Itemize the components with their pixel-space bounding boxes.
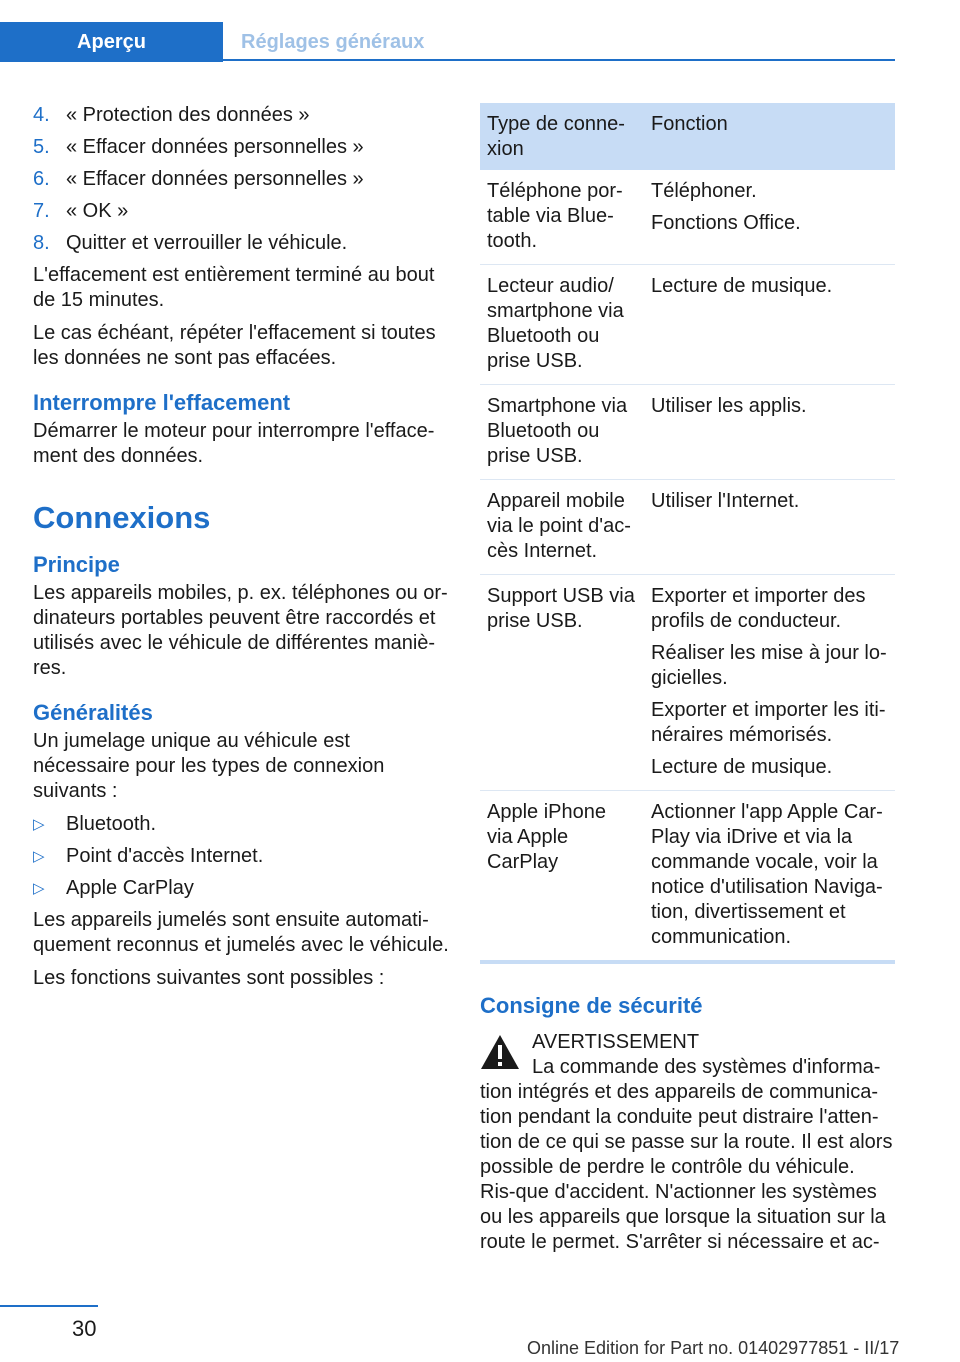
- edition-note: Online Edition for Part no. 01402977851 - II/17: [527, 1338, 900, 1358]
- function-text: Actionner l'app Apple Car‐Play via iDrive et via la commande vocale, voir la notice d'utilisation Naviga‐tion, divertissement et communication.: [651, 801, 883, 948]
- step-item: [33, 199, 451, 224]
- function-text: Lecture de musique.: [651, 756, 833, 778]
- warning-block: [480, 1030, 895, 1255]
- tab-apercu[interactable]: Aperçu: [0, 22, 223, 62]
- function-text: Lecture de musique.: [651, 275, 833, 297]
- cell-function: [644, 575, 895, 791]
- function-text: Exporter et importer des profils de conducteur.: [651, 585, 866, 632]
- function-text: Utiliser l'Internet.: [651, 490, 800, 512]
- function-text: Réaliser les mise à jour lo‐gicielles.: [651, 642, 887, 689]
- paragraph-interrompre: Démarrer le moteur pour interrompre l'efface‐ment des données.: [33, 420, 435, 467]
- page-number: 30: [72, 1316, 97, 1341]
- table-row: [480, 480, 895, 575]
- warning-label: AVERTISSEMENT: [532, 1031, 700, 1053]
- step-number: 8.: [33, 232, 50, 254]
- paragraph-principe: Les appareils mobiles, p. ex. téléphones ou or‐dinateurs portables peuvent être raccordés et utilisés avec le véhicule de différentes maniè‐res.: [33, 582, 448, 679]
- list-item: [33, 876, 451, 901]
- triangle-bullet-icon: ▷: [33, 848, 45, 865]
- paragraph-jumelage: Les appareils jumelés sont ensuite automati‐quement reconnus et jumelés avec le véhicule.: [33, 909, 449, 956]
- table-row: [480, 791, 895, 961]
- paragraph-generalites: Un jumelage unique au véhicule est nécessaire pour les types de connexion suivants :: [33, 730, 385, 802]
- table-header-function: Fonction: [644, 103, 895, 170]
- table-header-type: Type de conne‐xion: [480, 103, 644, 170]
- step-number: 7.: [33, 200, 50, 222]
- header-rule: [223, 59, 895, 61]
- list-item: [33, 812, 451, 837]
- step-text: « Effacer données personnelles »: [66, 136, 364, 158]
- list-item-text: Point d'accès Internet.: [66, 845, 264, 867]
- list-item-text: Bluetooth.: [66, 813, 157, 835]
- table-row: [480, 170, 895, 265]
- step-number: 4.: [33, 104, 50, 126]
- function-text: Exporter et importer les iti‐néraires mémorisés.: [651, 699, 886, 746]
- warning-text: tion intégrés et des appareils de communica‐tion pendant la conduite peut distraire l'atten‐tion de ce qui se passe sur la route. Il est alors possible de perdre le contrôle du véhicule. Ris‐que d'accident. N'actionner les systèmes ou les appareils que lorsque la situation sur la route le permet. S'arrêter si nécessaire et ac‐: [480, 1081, 893, 1253]
- cell-type: Support USB via prise USB.: [480, 575, 644, 791]
- paragraph-fonctions: Les fonctions suivantes sont possibles :: [33, 967, 385, 989]
- cell-function: [644, 265, 895, 385]
- footer-rule: [0, 1305, 98, 1307]
- cell-type: Lecteur audio/ smartphone via Bluetooth ou prise USB.: [480, 265, 644, 385]
- cell-function: [644, 791, 895, 961]
- step-item: [33, 167, 451, 192]
- cell-type: Appareil mobile via le point d'ac‐cès Internet.: [480, 480, 644, 575]
- function-text: Utiliser les applis.: [651, 395, 807, 417]
- cell-type: Téléphone por‐table via Blue‐tooth.: [480, 170, 644, 265]
- paragraph-effacement-duree: L'effacement est entièrement terminé au bout de 15 minutes.: [33, 264, 435, 311]
- list-item-text: Apple CarPlay: [66, 877, 194, 899]
- step-text: « Protection des données »: [66, 104, 310, 126]
- warning-first-line: La commande des systèmes d'informa‐: [532, 1056, 881, 1078]
- step-text: « Effacer données personnelles »: [66, 168, 364, 190]
- left-column: [33, 103, 451, 999]
- list-item: [33, 844, 451, 869]
- table-row: [480, 265, 895, 385]
- step-item: [33, 135, 451, 160]
- heading-connexions: Connexions: [33, 500, 211, 535]
- table-header-row: [480, 103, 895, 170]
- function-text: Fonctions Office.: [651, 212, 801, 234]
- step-text: Quitter et verrouiller le véhicule.: [66, 232, 348, 254]
- step-text: « OK »: [66, 200, 129, 222]
- cell-function: [644, 170, 895, 265]
- triangle-bullet-icon: ▷: [33, 816, 45, 833]
- heading-generalites: Généralités: [33, 700, 153, 725]
- cell-function: [644, 480, 895, 575]
- triangle-bullet-icon: ▷: [33, 880, 45, 897]
- table-row: [480, 385, 895, 480]
- step-item: [33, 231, 451, 256]
- tab-reglages-generaux[interactable]: Réglages généraux: [241, 30, 425, 53]
- bullet-list: [33, 812, 451, 901]
- heading-consigne-securite: Consigne de sécurité: [480, 993, 703, 1018]
- step-item: [33, 103, 451, 128]
- function-text: Téléphoner.: [651, 180, 757, 202]
- step-number: 6.: [33, 168, 50, 190]
- table-row: [480, 575, 895, 791]
- step-number: 5.: [33, 136, 50, 158]
- heading-principe: Principe: [33, 552, 120, 577]
- heading-interrompre: Interrompre l'effacement: [33, 390, 291, 415]
- connection-table: [480, 103, 895, 960]
- right-column: [480, 103, 895, 1255]
- warning-triangle-icon: [480, 1034, 520, 1070]
- paragraph-repeter: Le cas échéant, répéter l'effacement si toutes les données ne sont pas effacées.: [33, 322, 436, 369]
- cell-function: [644, 385, 895, 480]
- table-bottom-rule: [480, 960, 895, 964]
- cell-type: Smartphone via Bluetooth ou prise USB.: [480, 385, 644, 480]
- cell-type: Apple iPhone via Apple CarPlay: [487, 801, 606, 873]
- header-bar: [0, 0, 895, 62]
- steps-list: [33, 103, 451, 256]
